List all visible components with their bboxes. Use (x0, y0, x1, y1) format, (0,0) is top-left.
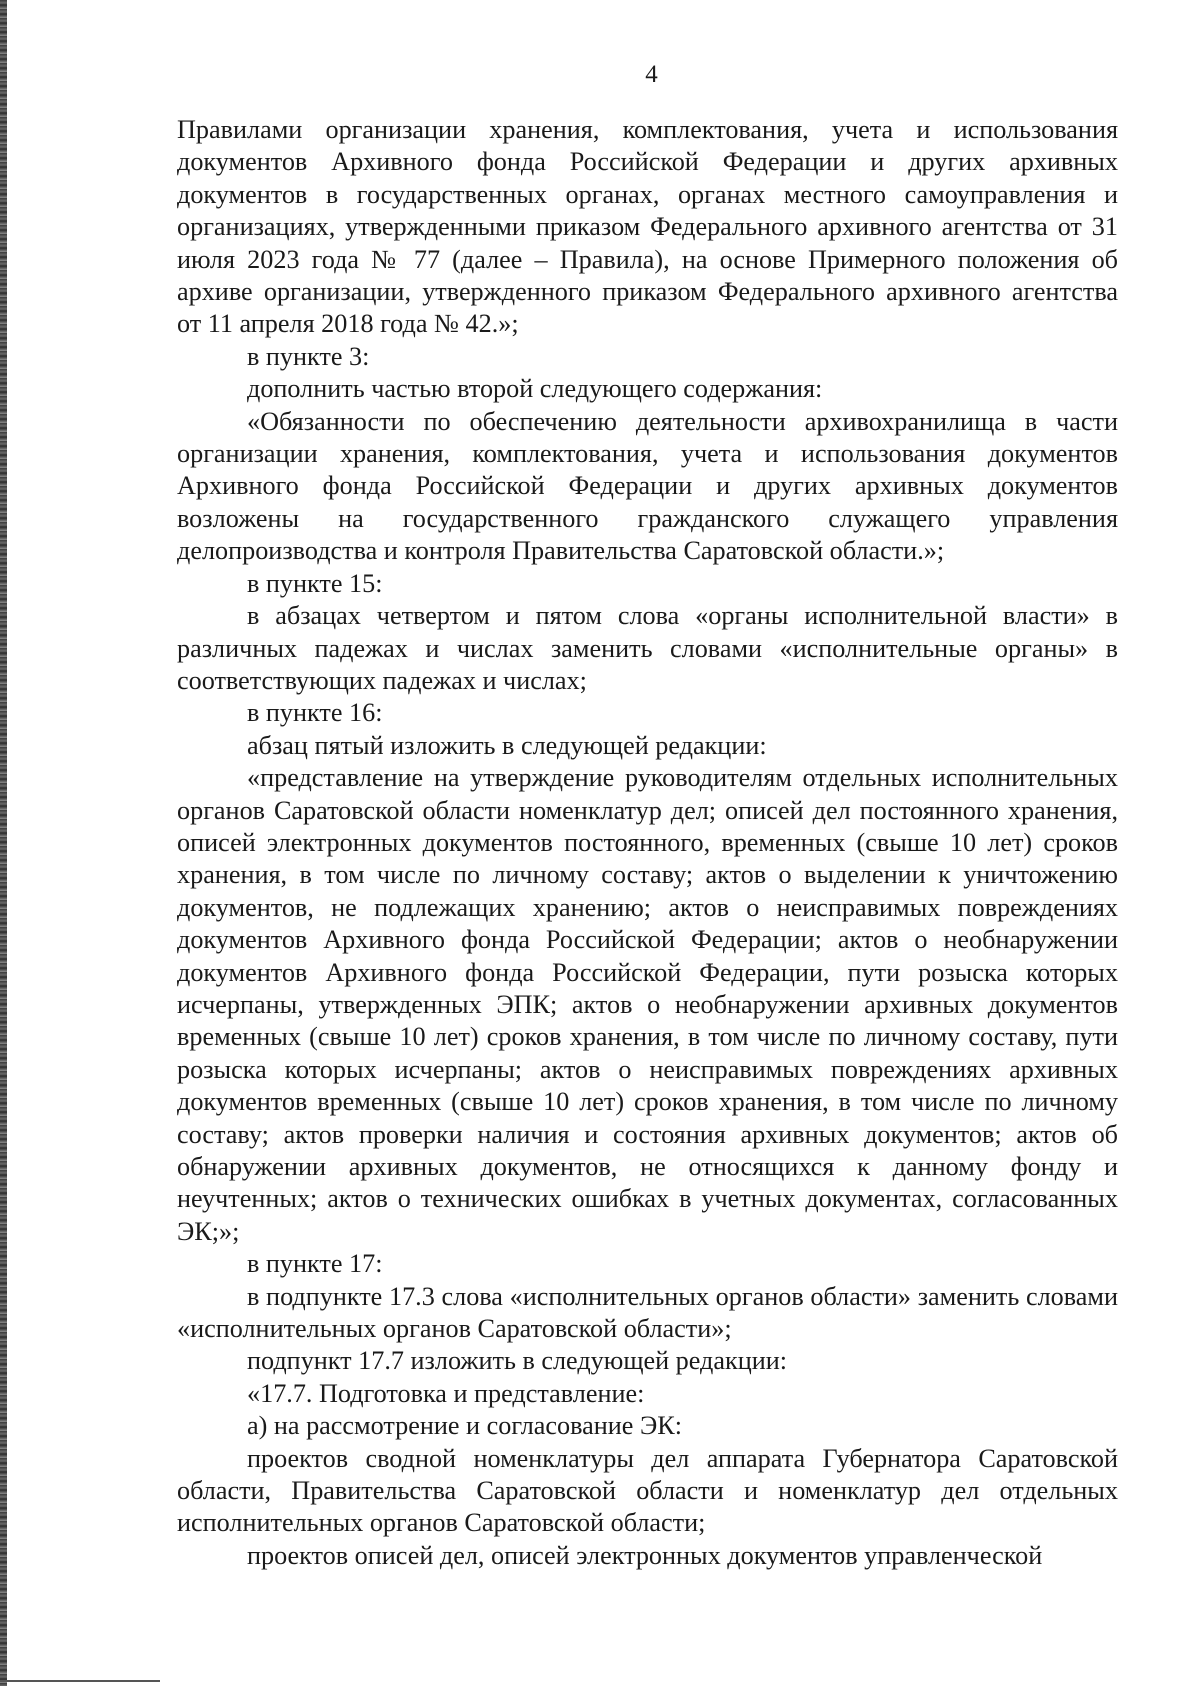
paragraph: подпункт 17.7 изложить в следующей редакции: (247, 1346, 788, 1376)
paragraph: в пункте 15: (247, 568, 383, 598)
paragraph: «Обязанности по обеспечению деятельности архивохранилища в части организации хранения, комплектования, учета и использования документов Архивного фонда Российской Федерации и других архивных документов возложены на государственного гражданского служащего управления делопроизводства и контроля Правительства Саратовской области.»; (177, 406, 1118, 566)
paragraph: в пункте 16: (247, 698, 383, 728)
paragraph: в пункте 3: (247, 341, 370, 371)
paragraph: «17.7. Подготовка и представление: (247, 1378, 645, 1408)
paragraph: Правилами организации хранения, комплектования, учета и использования документов Архивного фонда Российской Федерации и других архивных документов в государственных органах, органах местного самоуправления и организациях, утвержденными приказом Федерального архивного агентства от 31 июля 2023 года № 77 (далее – Правила), на основе Примерного положения об архиве организации, утвержденного приказом Федерального архивного агентства от 11 апреля 2018 года № 42.»; (177, 115, 1118, 339)
paragraph: «представление на утверждение руководителям отдельных исполнительных органов Саратовской области номенклатур дел; описей дел постоянного хранения, описей электронных документов постоянного, временных (свыше 10 лет) сроков хранения, в том числе по личному составу; актов о выделении к уничтожению документов, не подлежащих хранению; актов о неисправимых повреждениях документов Архивного фонда Российской Федерации; актов о необнаружении документов Архивного фонда Российской Федерации, пути розыска которых исчерпаны, утвержденных ЭПК; актов о необнаружении архивных документов временных (свыше 10 лет) сроков хранения, в том числе по личному составу, пути розыска которых исчерпаны; актов о неисправимых повреждениях архивных документов временных (свыше 10 лет) сроков хранения, в том числе по личному составу; актов проверки наличия и состояния архивных документов; актов об обнаружении архивных документов, не относящихся к данному фонду и неучтенных; актов о технических ошибках в учетных документах, согласованных ЭК;»; (177, 763, 1118, 1246)
scan-edge-left (0, 0, 7, 1686)
paragraph: а) на рассмотрение и согласование ЭК: (247, 1411, 683, 1441)
paragraph: дополнить частью второй следующего содержания: (247, 374, 823, 404)
paragraph: в подпункте 17.3 слова «исполнительных органов области» заменить словами «исполнительных органов Саратовской области»; (177, 1281, 1118, 1344)
paragraph: в абзацах четвертом и пятом слова «органы исполнительной власти» в различных падежах и числах заменить словами «исполнительные органы» в соответствующих падежах и числах; (177, 601, 1118, 695)
paragraph: проектов описей дел, описей электронных документов управленческой (247, 1540, 1043, 1570)
paragraph: проектов сводной номенклатуры дел аппарата Губернатора Саратовской области, Правительства Саратовской области и номенклатур дел отдельных исполнительных органов Саратовской области; (177, 1443, 1118, 1538)
scan-edge-bottom (0, 1680, 160, 1682)
paragraph: в пункте 17: (247, 1249, 383, 1279)
paragraph: абзац пятый изложить в следующей редакции: (247, 730, 767, 760)
page-number: 4 (645, 61, 658, 88)
document-body (177, 114, 1118, 1572)
